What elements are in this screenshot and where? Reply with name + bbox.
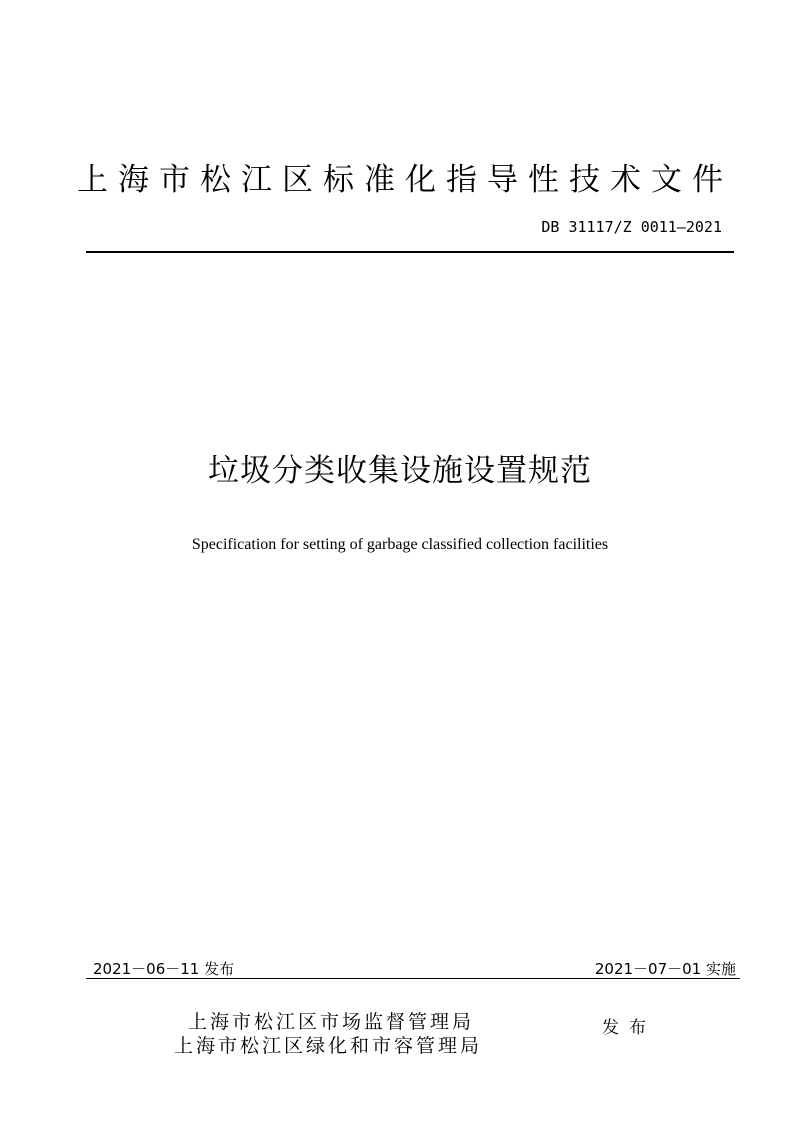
issue-label: 发布: [602, 1018, 656, 1038]
document-code: DB 31117/Z 0011—2021: [541, 218, 722, 236]
document-title-english: Specification for setting of garbage classified collection facilities: [191, 536, 609, 553]
issuer-market-supervision: 上海市松江区市场监督管理局: [188, 1011, 475, 1033]
publish-date: 2021－06－11 发布: [93, 960, 235, 978]
document-category-heading: 上海市松江区标准化指导性技术文件: [77, 162, 733, 198]
issuer-greening-city-appearance: 上海市松江区绿化和市容管理局: [174, 1035, 483, 1057]
footer-divider: [86, 978, 740, 979]
header-divider: [86, 251, 734, 253]
implement-date: 2021－07－01 实施: [594, 960, 736, 978]
document-title-chinese: 垃圾分类收集设施设置规范: [208, 453, 592, 489]
